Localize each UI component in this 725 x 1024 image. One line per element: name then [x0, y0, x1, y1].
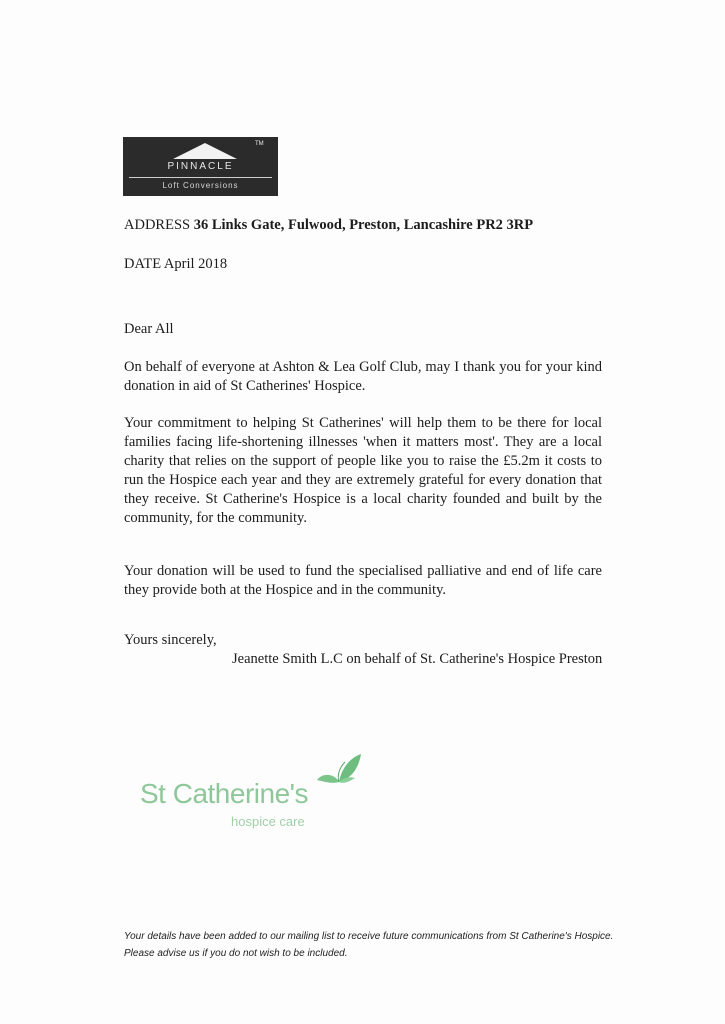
- signer-line: Jeanette Smith L.C on behalf of St. Catherine's Hospice Preston: [232, 651, 603, 667]
- st-catherines-logo: [140, 752, 380, 832]
- date-label: DATE: [124, 256, 162, 272]
- date-value: April 2018: [163, 256, 228, 272]
- address-line: [124, 217, 533, 234]
- butterfly-icon: [315, 752, 363, 788]
- address-label: ADDRESS: [124, 217, 191, 233]
- logo-divider: [129, 177, 272, 178]
- logo-tagline: Loft Conversions: [162, 181, 239, 190]
- body-paragraph: Your donation will be used to fund the specialised palliative and end of life care they provide both at the Hospice and in the community.: [124, 563, 602, 598]
- charity-name: St Catherine's: [140, 778, 308, 809]
- body-paragraph: On behalf of everyone at Ashton & Lea Golf Club, may I thank you for your kind donation in aid of St Catherines' Hospice.: [124, 359, 602, 394]
- date-line: [124, 256, 227, 273]
- logo-name: PINNACLE: [167, 161, 234, 172]
- roof-triangle-icon: [173, 143, 237, 159]
- salutation: Dear All: [124, 321, 174, 337]
- charity-subtitle: hospice care: [231, 814, 305, 829]
- footer-note: Your details have been added to our mailing list to receive future communications from St Catherine's Hospice. Please advise us if you do not wish to be included.: [124, 931, 614, 959]
- closing: Yours sincerely,: [124, 632, 217, 648]
- address-value: 36 Links Gate, Fulwood, Preston, Lancashire PR2 3RP: [193, 217, 534, 233]
- body-paragraph: Your commitment to helping St Catherines' will help them to be there for local families facing life-shortening illnesses 'when it matters most'. They are a local charity that relies on the support of people like you to raise the £5.2m it costs to run the Hospice each year and they are extremely grateful for every donation that they receive. St Catherine's Hospice is a local charity founded and built by the community, for the community.: [124, 415, 602, 526]
- trademark-mark: TM: [255, 141, 264, 147]
- pinnacle-logo: [123, 137, 278, 196]
